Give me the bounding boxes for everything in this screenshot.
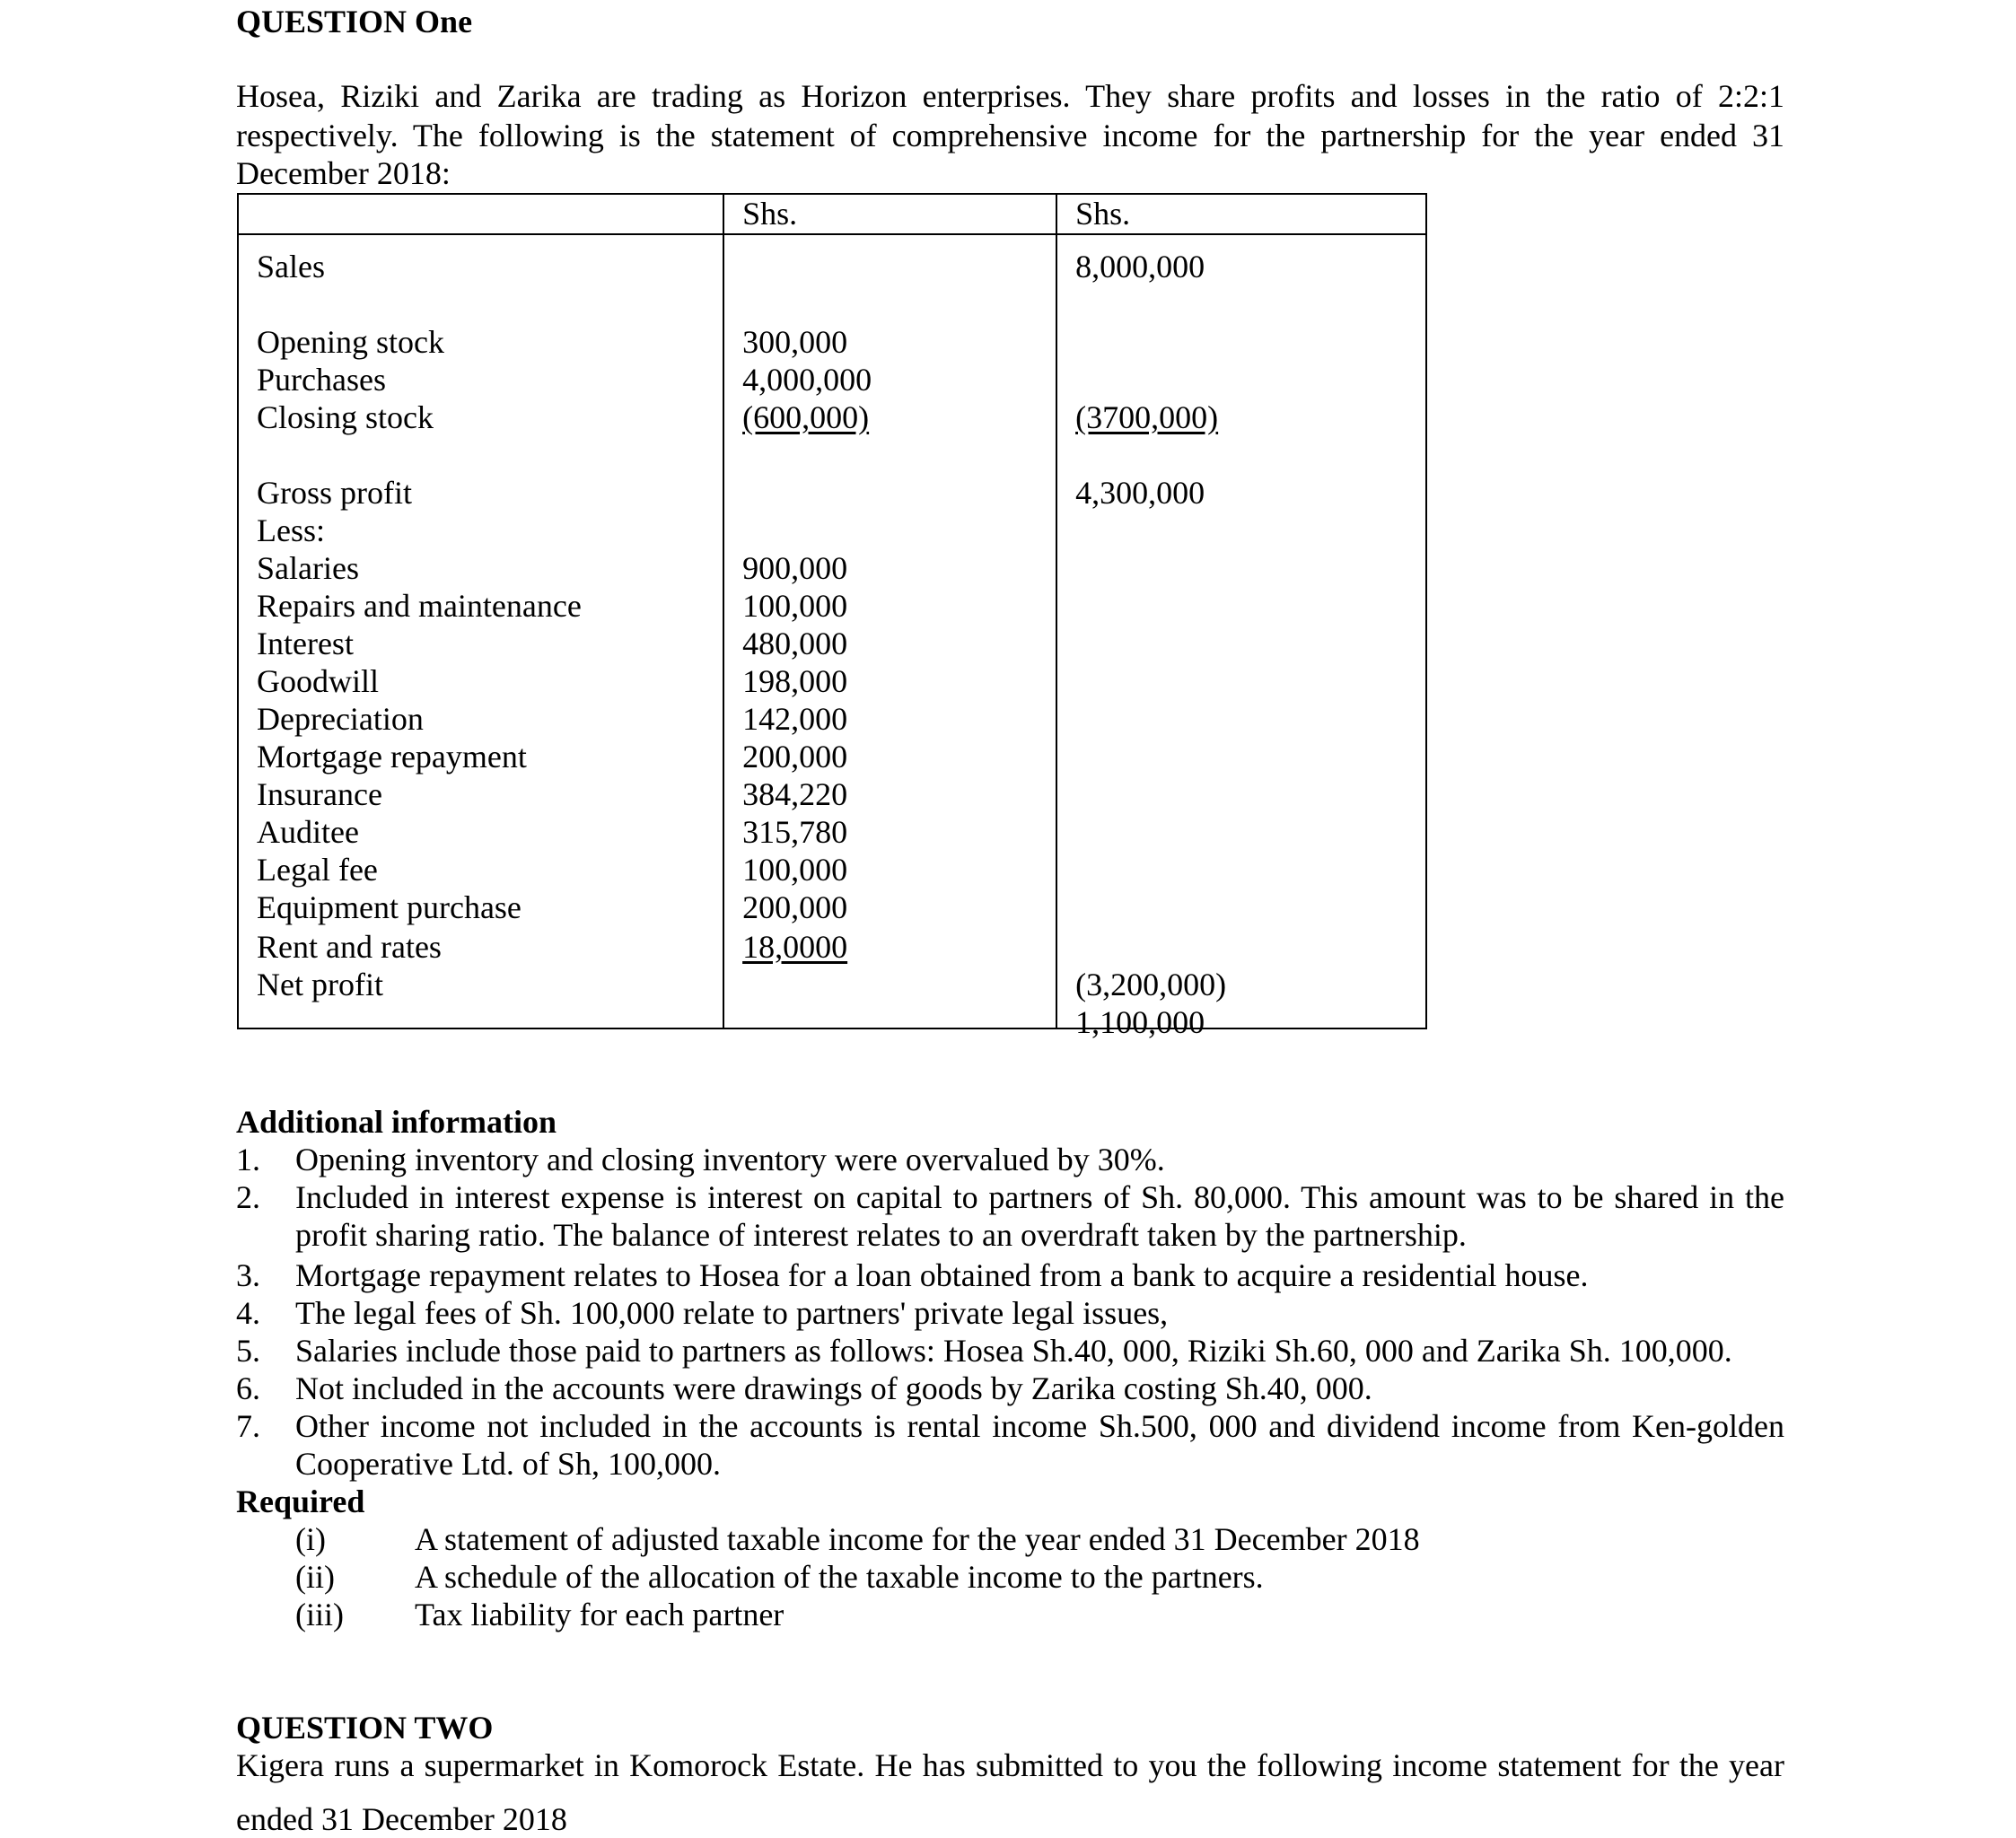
amount-rent-rates: 18,0000	[742, 929, 848, 965]
total-sales: 8,000,000	[1075, 249, 1205, 284]
label-closing-stock: Closing stock	[257, 399, 434, 435]
amounts-column	[723, 234, 1056, 1028]
label-equipment-purchase: Equipment purchase	[257, 889, 522, 925]
list-item-number: 2.	[236, 1179, 260, 1215]
amount-repairs: 100,000	[742, 588, 848, 624]
header-col3-cell	[1056, 194, 1426, 234]
question-two-line-2: ended 31 December 2018	[236, 1801, 567, 1837]
required-item: A schedule of the allocation of the taxable income to the partners.	[415, 1559, 1264, 1595]
label-rent-rates: Rent and rates	[257, 929, 442, 965]
required-item-number: (i)	[295, 1521, 326, 1557]
list-item: Other income not included in the accounts is rental income Sh.500, 000 and dividend income from Ken-golden	[295, 1408, 1784, 1444]
amount-opening-stock: 300,000	[742, 324, 848, 360]
label-sales: Sales	[257, 249, 325, 284]
list-item-number: 6.	[236, 1370, 260, 1406]
required-item-number: (ii)	[295, 1559, 335, 1595]
label-depreciation: Depreciation	[257, 701, 424, 737]
required-heading: Required	[236, 1484, 365, 1519]
additional-info-heading: Additional information	[236, 1104, 557, 1140]
question-two-line-1: Kigera runs a supermarket in Komorock Estate. He has submitted to you the following income statement for the year	[236, 1747, 1784, 1783]
label-goodwill: Goodwill	[257, 663, 380, 699]
label-salaries: Salaries	[257, 550, 359, 586]
amount-auditee: 315,780	[742, 814, 848, 850]
list-item: Not included in the accounts were drawings of goods by Zarika costing Sh.40, 000.	[295, 1370, 1372, 1406]
list-item-number: 4.	[236, 1295, 260, 1331]
label-mortgage: Mortgage repayment	[257, 739, 527, 775]
table-body-row	[238, 234, 1426, 1028]
question-two-title: QUESTION TWO	[236, 1710, 494, 1746]
list-item-continuation: Cooperative Ltd. of Sh, 100,000.	[295, 1446, 721, 1482]
intro-line-2: respectively. The following is the statement of comprehensive income for the partnership for the year ended 31	[236, 118, 1784, 153]
list-item: Included in interest expense is interest on capital to partners of Sh. 80,000. This amount was to be shared in the	[295, 1179, 1784, 1215]
required-item: Tax liability for each partner	[415, 1597, 784, 1632]
intro-line-1: Hosea, Riziki and Zarika are trading as Horizon enterprises. They share profits and losses in the ratio of 2:2:1	[236, 78, 1784, 114]
required-item: A statement of adjusted taxable income for the year ended 31 December 2018	[415, 1521, 1420, 1557]
amount-goodwill: 198,000	[742, 663, 848, 699]
amount-salaries: 900,000	[742, 550, 848, 586]
label-opening-stock: Opening stock	[257, 324, 444, 360]
label-gross-profit: Gross profit	[257, 475, 412, 511]
label-insurance: Insurance	[257, 776, 382, 812]
intro-line-3: December 2018:	[236, 155, 451, 191]
list-item: Salaries include those paid to partners as follows: Hosea Sh.40, 000, Riziki Sh.60, 000 and Zarika Sh. 100,000.	[295, 1333, 1732, 1369]
totals-column	[1056, 234, 1426, 1040]
label-auditee: Auditee	[257, 814, 359, 850]
total-expenses: (3,200,000)	[1075, 967, 1227, 1002]
amount-interest: 480,000	[742, 626, 848, 661]
label-repairs: Repairs and maintenance	[257, 588, 582, 624]
label-purchases: Purchases	[257, 362, 386, 398]
list-item: The legal fees of Sh. 100,000 relate to partners' private legal issues,	[295, 1295, 1169, 1331]
header-col3: Shs.	[1075, 196, 1131, 232]
income-statement-table	[237, 193, 1427, 1040]
required-item-number: (iii)	[295, 1597, 344, 1632]
list-item-continuation: profit sharing ratio. The balance of interest relates to an overdraft taken by the partnership.	[295, 1217, 1467, 1253]
amount-mortgage: 200,000	[742, 739, 848, 775]
amount-insurance: 384,220	[742, 776, 848, 812]
amount-equipment-purchase: 200,000	[742, 889, 848, 925]
list-item: Mortgage repayment relates to Hosea for a loan obtained from a bank to acquire a residential house.	[295, 1257, 1589, 1293]
header-label-cell	[238, 194, 723, 234]
total-net-profit: 1,100,000	[1075, 1004, 1205, 1040]
header-col2-cell	[723, 194, 1056, 234]
question-one-title: QUESTION One	[236, 4, 473, 39]
label-net-profit: Net profit	[257, 967, 383, 1002]
total-gross-profit: 4,300,000	[1075, 475, 1205, 511]
labels-column	[238, 234, 723, 1028]
label-interest: Interest	[257, 626, 354, 661]
list-item-number: 1.	[236, 1142, 260, 1177]
amount-purchases: 4,000,000	[742, 362, 872, 398]
label-legal-fee: Legal fee	[257, 852, 378, 888]
list-item-number: 5.	[236, 1333, 260, 1369]
label-less: Less:	[257, 512, 325, 548]
total-cost-of-sales: (3700,000)	[1075, 399, 1219, 435]
list-item-number: 3.	[236, 1257, 260, 1293]
amount-legal-fee: 100,000	[742, 852, 848, 888]
list-item: Opening inventory and closing inventory were overvalued by 30%.	[295, 1142, 1165, 1177]
list-item-number: 7.	[236, 1408, 260, 1444]
table-header-row	[238, 194, 1426, 234]
amount-depreciation: 142,000	[742, 701, 848, 737]
header-col2: Shs.	[742, 196, 798, 232]
amount-closing-stock: (600,000)	[742, 399, 870, 435]
